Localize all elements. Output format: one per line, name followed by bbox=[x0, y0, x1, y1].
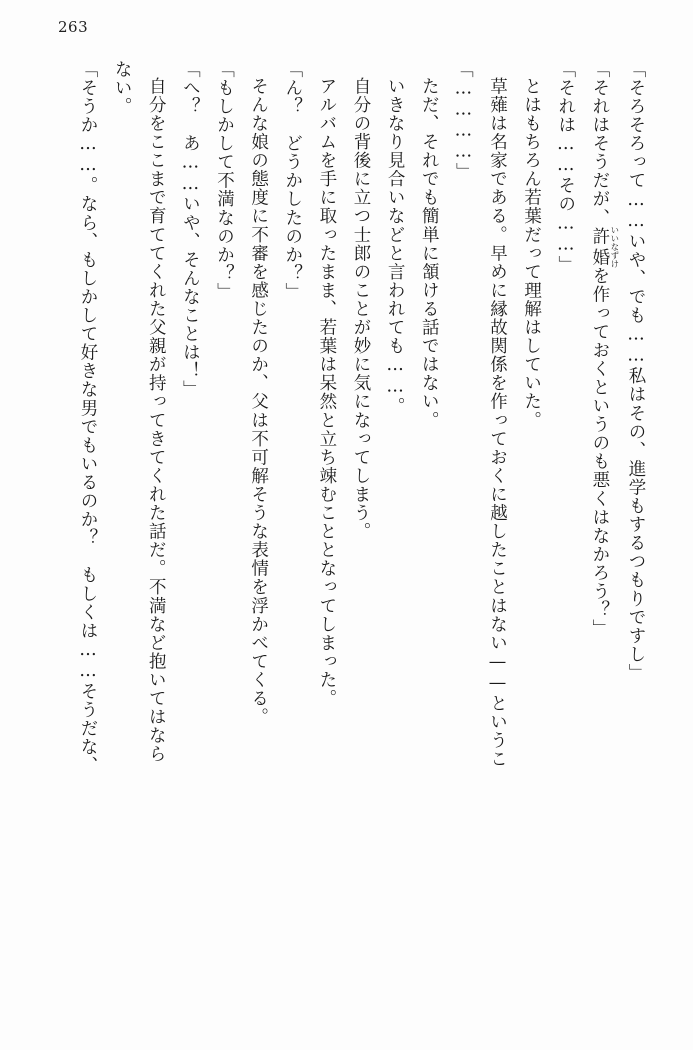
text-line: とはもちろん若葉だって理解はしていた。 bbox=[521, 77, 542, 430]
text-line: 「もしかして不満なのか？」 bbox=[214, 60, 235, 302]
page-number: 263 bbox=[58, 18, 89, 36]
text-line: 「それは……その……」 bbox=[555, 60, 576, 275]
text-line: 「ん？ どうかしたのか？」 bbox=[282, 60, 303, 302]
text-line: 「…………」 bbox=[453, 60, 474, 182]
text-line: ない。 bbox=[112, 60, 133, 116]
ruby-annotation: 許婚 いいなずけ bbox=[589, 225, 619, 269]
text-line: 「そうか……。なら、もしかして好きな男でもいるのか？ もしくは……そうだな、 bbox=[78, 60, 98, 775]
text-line: ただ、それでも簡単に頷ける話ではない。 bbox=[419, 77, 440, 430]
text-line-with-ruby: 「それはそうだが、許婚 いいなずけを作っておくというのも悪くはなかろう？」 bbox=[589, 60, 619, 638]
text-line: そんな娘の態度に不審を感じたのか、父は不可解そうな表情を浮かべてくる。 bbox=[248, 77, 269, 727]
text-line: 自分の背後に立つ士郎のことが妙に気になってしまう。 bbox=[351, 77, 371, 541]
text-line: 「そろそろって……いや、でも……私はその、進学もするつもりですし」 bbox=[626, 60, 646, 683]
text-line: アルバムを手に取ったまま、若葉は呆然と立ち竦むこととなってしまった。 bbox=[316, 77, 337, 708]
text-line: いきなり見合いなどと言われても……。 bbox=[385, 77, 406, 416]
text-line: 自分をここまで育ててくれた父親が持ってきてくれた話だ。不満など抱いてはなら bbox=[146, 77, 167, 764]
text-line: 草薙は名家である。早めに縁故関係を作っておくに越したことはない——というこ bbox=[487, 77, 508, 769]
page-text-body bbox=[40, 60, 653, 1020]
text-line: 「へ？ あ……いや、そんなことは！」 bbox=[180, 60, 201, 399]
